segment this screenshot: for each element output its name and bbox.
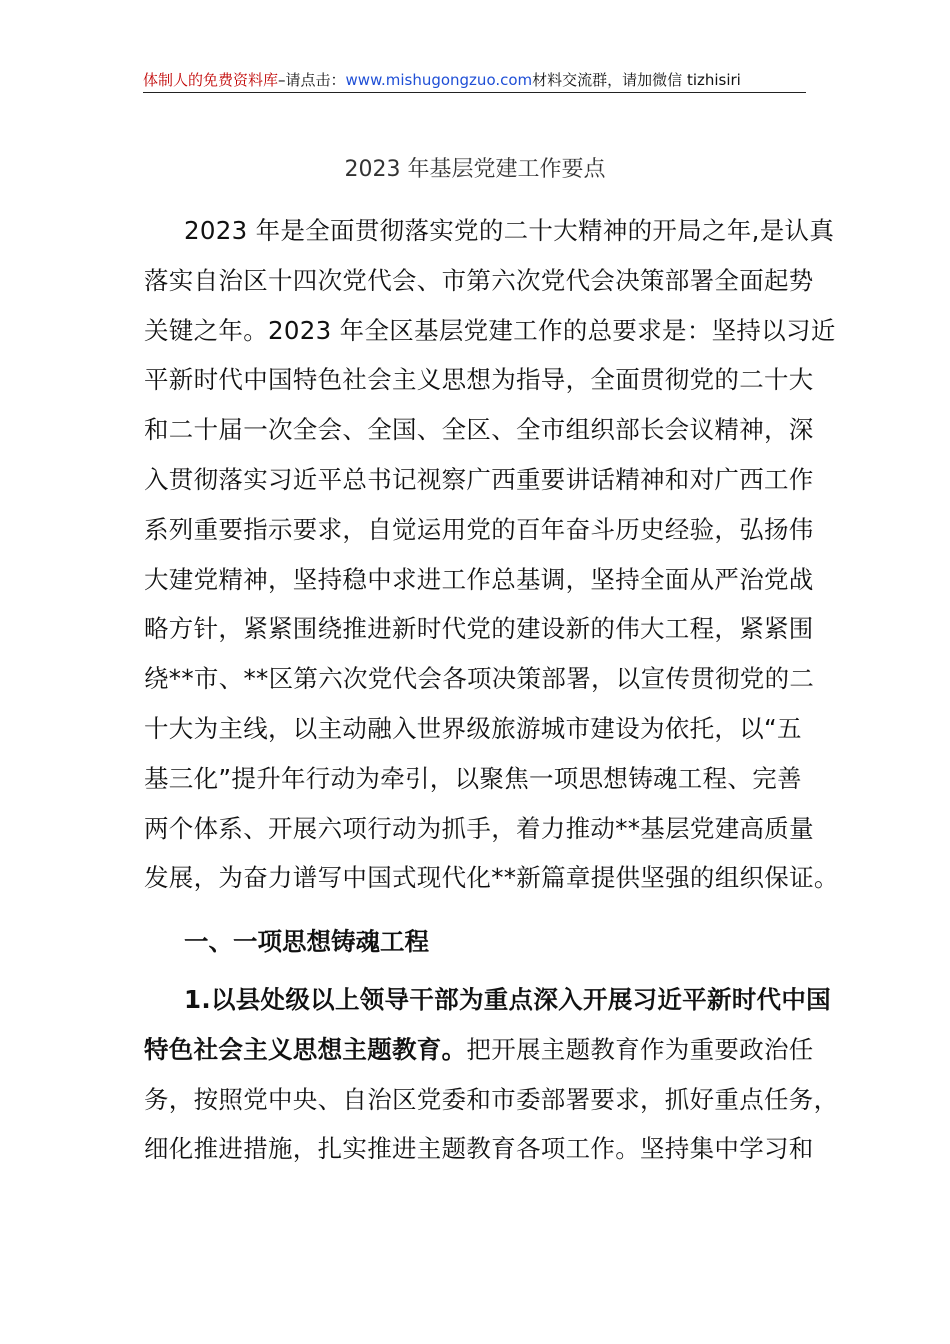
- paragraph-line: 绕**市、**区第六次党代会各项决策部署，以宣传贯彻党的二: [144, 664, 815, 694]
- paragraph-line: 务，按照党中央、自治区党委和市委部署要求，抓好重点任务，: [144, 1084, 839, 1114]
- subheading-end: 特色社会主义思想主题教育。: [144, 1034, 467, 1064]
- paragraph-line: 入贯彻落实习近平总书记视察广西重要讲话精神和对广西工作: [144, 464, 814, 494]
- paragraph-line: 平新时代中国特色社会主义思想为指导，全面贯彻党的二十大: [144, 365, 814, 395]
- paragraph-line: 和二十届一次全会、全国、全区、全市组织部长会议精神，深: [144, 415, 814, 445]
- paragraph-text: 把开展主题教育作为重要政治任: [466, 1034, 814, 1064]
- paragraph-line: 略方针，紧紧围绕推进新时代党的建设新的伟大工程，紧紧围: [144, 614, 814, 644]
- paragraph-line: 大建党精神，坚持稳中求进工作总基调，坚持全面从严治党战: [144, 564, 814, 594]
- paragraph-line: 2023 年是全面贯彻落实党的二十大精神的开局之年,是认真: [184, 216, 835, 245]
- section-heading: 一、一项思想铸魂工程: [184, 927, 429, 956]
- page-header: [143, 68, 806, 93]
- paragraph-line: [144, 1025, 814, 1075]
- header-prompt: –请点击：: [278, 71, 346, 89]
- header-url-link[interactable]: www.mishugongzuo.com: [345, 71, 533, 89]
- paragraph-line: 关键之年。2023 年全区基层党建工作的总要求是：坚持以习近: [144, 315, 836, 345]
- paragraph-line: 落实自治区十四次党代会、市第六次党代会决策部署全面起势: [144, 265, 814, 295]
- header-suffix: 材料交流群，请加微信 tizhisiri: [532, 71, 741, 89]
- section-paragraph: [144, 975, 839, 1174]
- document-title: 2023 年基层党建工作要点: [344, 157, 606, 182]
- intro-paragraph: [144, 206, 839, 903]
- paragraph-line: 十大为主线，以主动融入世界级旅游城市建设为依托，以“五: [144, 713, 802, 743]
- paragraph-line: 细化推进措施，扎实推进主题教育各项工作。坚持集中学习和: [144, 1134, 814, 1164]
- subheading-line: 1.以县处级以上领导干部为重点深入开展习近平新时代中国: [184, 985, 831, 1014]
- header-brand: 体制人的免费资料库: [143, 71, 279, 89]
- paragraph-line: 两个体系、开展六项行动为抓手，着力推动**基层党建高质量: [144, 813, 814, 843]
- paragraph-line: 基三化”提升年行动为牵引，以聚焦一项思想铸魂工程、完善: [144, 763, 802, 793]
- paragraph-line: 系列重要指示要求，自觉运用党的百年奋斗历史经验，弘扬伟: [144, 514, 814, 544]
- paragraph-line: 发展，为奋力谱写中国式现代化**新篇章提供坚强的组织保证。: [144, 863, 839, 893]
